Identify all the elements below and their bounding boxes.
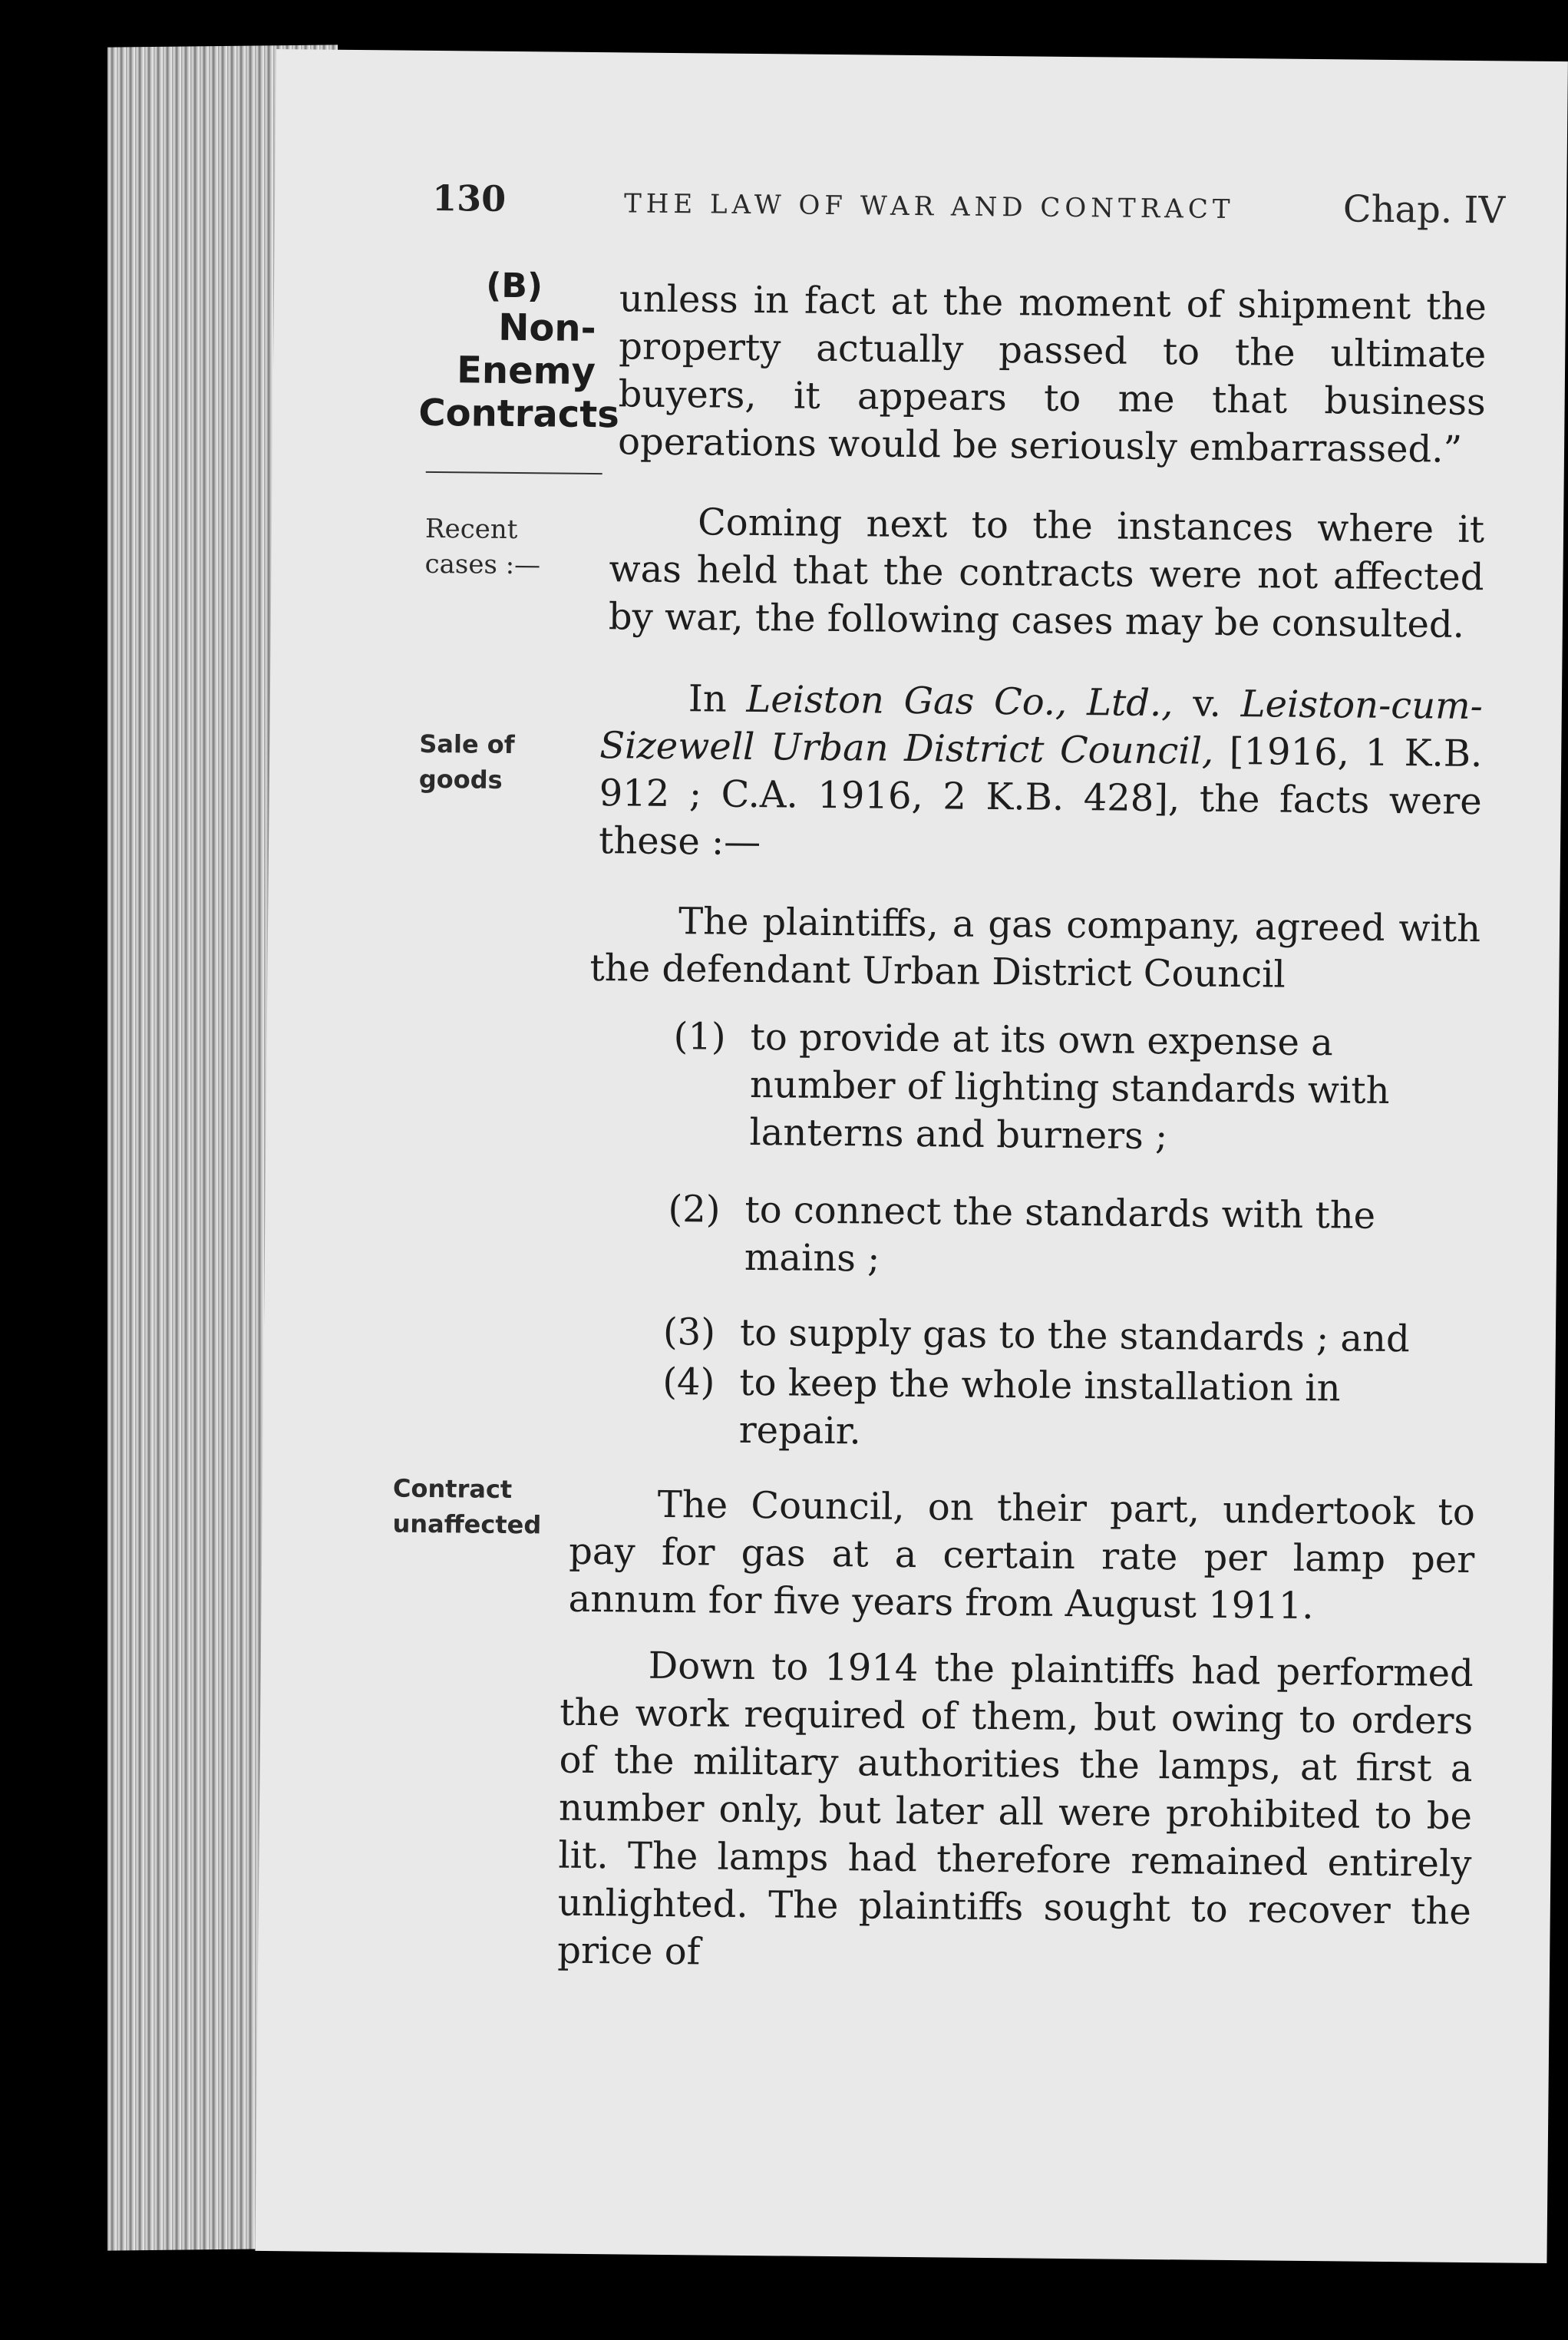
heading-line: Contracts (418, 391, 620, 437)
side-note-line: cases :— (424, 548, 541, 581)
side-note-line: Sale of (419, 729, 515, 760)
item-number: (3) (662, 1310, 716, 1354)
list-item (662, 1358, 1476, 1466)
paragraph-lamps-prohibited: Down to 1914 the plaintiffs had performed the work required of them, but owing to orders of the military authorities the lamps, at first a number only, but later all were prohibited to be lit. The lamps had therefore remained entirely unlighted. The plaintiffs sought to recover the price of (556, 1644, 1474, 1974)
list-item (672, 1013, 1480, 1166)
citation: [1916, 1 K.B. 912 ; C.A. 1916, 2 K.B. 428], the facts were these :— (598, 729, 1483, 864)
running-head: THE LAW OF WAR AND CONTRACT (623, 188, 1235, 225)
item-text: to provide at its own expense a number of lighting standards with lanterns and burners ; (749, 1015, 1390, 1158)
item-text: to supply gas to the standards ; and (739, 1310, 1410, 1361)
page-header (432, 177, 1506, 241)
side-note-line: unaffected (392, 1509, 542, 1540)
page-number: 130 (431, 177, 507, 220)
heading-line: Enemy (456, 349, 596, 394)
paragraph-cases-intro: Coming next to the instances where it was held that the contracts were not affected by war, the following cases may be consulted. (608, 501, 1485, 646)
item-number: (2) (668, 1187, 721, 1231)
paragraph-quote-end: unless in fact at the moment of shipment the property actually passed to the ultimate buyers, it appears to me that business operations would be seriously embarrassed.” (617, 277, 1487, 471)
side-note-line: Recent (424, 513, 518, 546)
paragraph-council-undertaking: The Council, on their part, undertook to pay for gas at a certain rate per lamp per annum for five years from August 1911. (568, 1482, 1476, 1628)
item-number: (4) (662, 1360, 715, 1404)
section-letter: (B) (486, 266, 543, 306)
case-party: Leiston Gas Co., Ltd., (746, 677, 1174, 725)
side-note-recent-cases (424, 511, 579, 583)
side-note-contract-unaffected (392, 1471, 546, 1543)
list-item (668, 1185, 1478, 1293)
word-in: In (688, 677, 728, 721)
paragraph-plaintiffs-agreement: The plaintiffs, a gas company, agreed with the defendant Urban District Council (589, 900, 1481, 996)
item-text: to connect the standards with the mains ; (744, 1188, 1376, 1281)
margin-section-heading (418, 266, 620, 437)
side-note-line: Contract (392, 1473, 513, 1505)
paragraph-leiston-case (599, 674, 1483, 873)
heading-line: Non- (498, 306, 596, 351)
side-note-sale-of-goods (419, 726, 573, 798)
versus: v. (1193, 682, 1222, 725)
item-text: to keep the whole installation in repair. (738, 1360, 1341, 1453)
list-item (663, 1308, 1477, 1363)
side-note-line: goods (418, 764, 503, 795)
chapter-reference: Chap. IV (1342, 187, 1506, 233)
book-page (255, 49, 1567, 2263)
margin-rule (426, 471, 602, 474)
item-number: (1) (673, 1015, 726, 1059)
case-party: Leiston-cum-Sizewell Urban District Council, (599, 682, 1484, 773)
